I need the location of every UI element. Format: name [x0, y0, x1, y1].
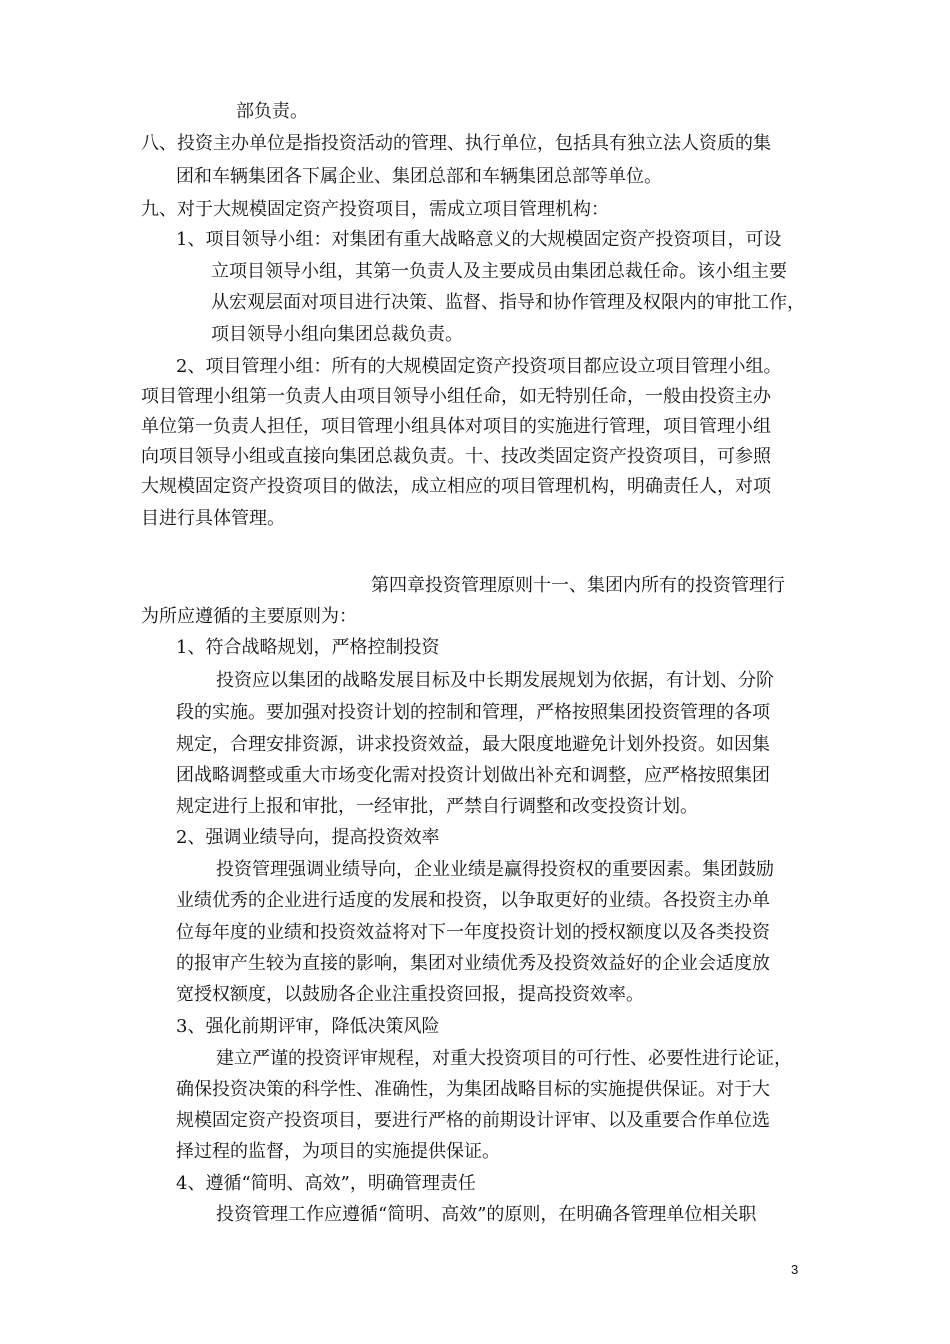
- section-heading: 2、强调业绩导向，提高投资效率: [176, 827, 440, 848]
- chapter-heading: 第四章投资管理原则十一、集团内所有的投资管理行: [371, 575, 785, 596]
- text-line: 目进行具体管理。: [141, 508, 285, 529]
- section-heading: 3、强化前期评审，降低决策风险: [176, 1016, 440, 1037]
- text-line: 的报审产生较为直接的影响，集团对业绩优秀及投资效益好的企业会适度放: [176, 953, 770, 974]
- text-line: 建立严谨的投资评审规程，对重大投资项目的可行性、必要性进行论证，: [216, 1048, 792, 1069]
- text-line: 宽授权额度，以鼓励各企业注重投资回报，提高投资效率。: [176, 984, 644, 1005]
- page-number: 3: [791, 1262, 799, 1277]
- text-line: 大规模固定资产投资项目的做法，成立相应的项目管理机构，明确责任人，对项: [141, 476, 771, 497]
- text-line: 1、项目领导小组：对集团有重大战略意义的大规模固定资产投资项目，可设: [176, 229, 782, 250]
- text-line: 为所应遵循的主要原则为：: [141, 606, 357, 627]
- text-line: 择过程的监督，为项目的实施提供保证。: [176, 1141, 500, 1162]
- text-line: 确保投资决策的科学性、准确性，为集团战略目标的实施提供保证。对于大: [176, 1079, 770, 1100]
- text-line: 业绩优秀的企业进行适度的发展和投资，以争取更好的业绩。各投资主办单: [176, 890, 770, 911]
- text-line: 八、投资主办单位是指投资活动的管理、执行单位，包括具有独立法人资质的集: [141, 133, 771, 154]
- text-line: 规模固定资产投资项目，要进行严格的前期设计评审、以及重要合作单位选: [176, 1110, 770, 1131]
- text-line: 段的实施。要加强对投资计划的控制和管理，严格按照集团投资管理的各项: [176, 702, 770, 723]
- text-line: 九、对于大规模固定资产投资项目，需成立项目管理机构：: [141, 199, 609, 220]
- text-line: 单位第一负责人担任，项目管理小组具体对项目的实施进行管理，项目管理小组: [141, 416, 771, 437]
- text-line: 立项目领导小组，其第一负责人及主要成员由集团总裁任命。该小组主要: [211, 261, 787, 282]
- text-line: 规定，合理安排资源，讲求投资效益，最大限度地避免计划外投资。如因集: [176, 734, 770, 755]
- text-line: 投资应以集团的战略发展目标及中长期发展规划为依据，有计划、分阶: [216, 670, 774, 691]
- section-heading: 4、遵循“简明、高效”，明确管理责任: [176, 1173, 476, 1194]
- text-line: 向项目领导小组或直接向集团总裁负责。十、技改类固定资产投资项目，可参照: [141, 446, 771, 467]
- text-line: 从宏观层面对项目进行决策、监督、指导和协作管理及权限内的审批工作，: [211, 292, 805, 313]
- text-line: 项目领导小组向集团总裁负责。: [211, 324, 463, 345]
- text-line: 规定进行上报和审批，一经审批，严禁自行调整和改变投资计划。: [176, 796, 698, 817]
- text-line: 部负责。: [236, 101, 308, 122]
- text-line: 投资管理强调业绩导向，企业业绩是赢得投资权的重要因素。集团鼓励: [216, 859, 774, 880]
- text-line: 位每年度的业绩和投资效益将对下一年度投资计划的授权额度以及各类投资: [176, 922, 770, 943]
- text-line: 团和车辆集团各下属企业、集团总部和车辆集团总部等单位。: [176, 166, 662, 187]
- text-line: 2、项目管理小组：所有的大规模固定资产投资项目都应设立项目管理小组。: [176, 356, 782, 377]
- text-line: 团战略调整或重大市场变化需对投资计划做出补充和调整，应严格按照集团: [176, 765, 770, 786]
- text-line: 投资管理工作应遵循“简明、高效”的原则，在明确各管理单位相关职: [216, 1204, 757, 1225]
- section-heading: 1、符合战略规划，严格控制投资: [176, 637, 440, 658]
- text-line: 项目管理小组第一负责人由项目领导小组任命，如无特别任命，一般由投资主办: [141, 386, 771, 407]
